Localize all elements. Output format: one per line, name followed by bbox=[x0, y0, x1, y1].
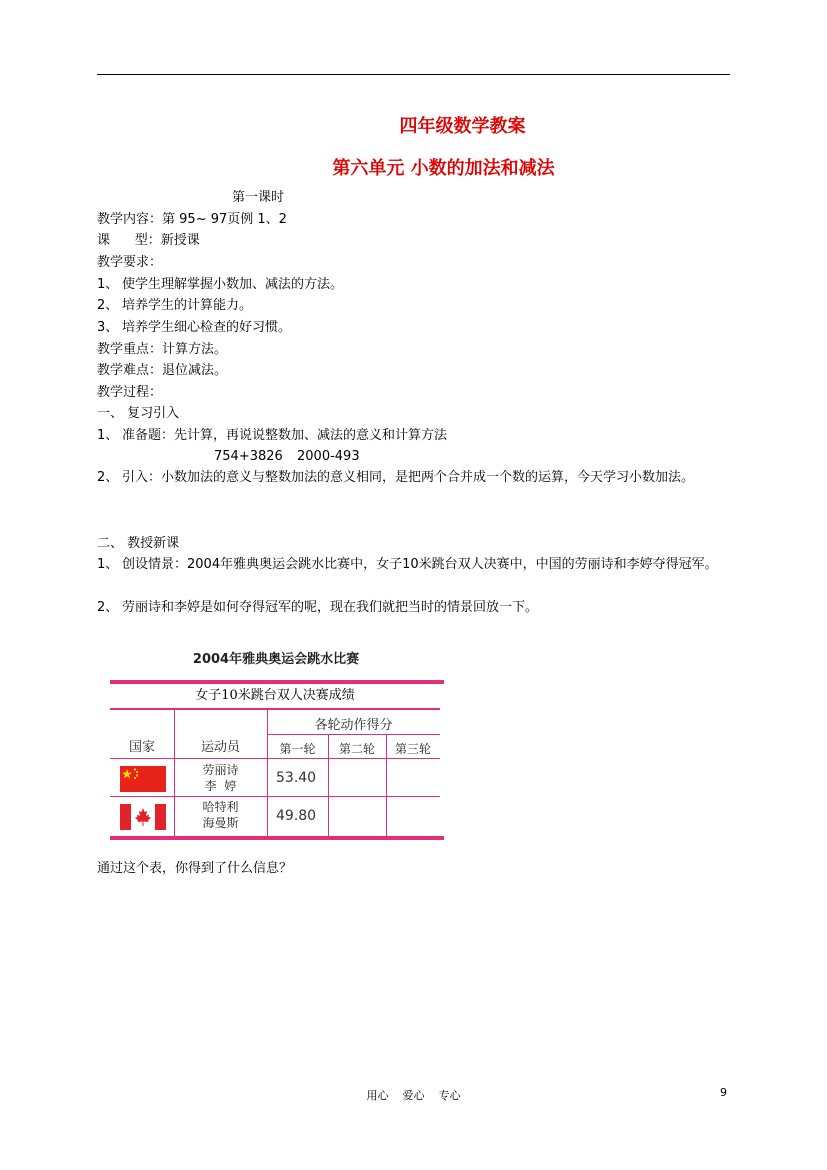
diving-results-figure bbox=[108, 640, 444, 845]
table-title: 女子10米跳台双人决赛成绩 bbox=[110, 684, 440, 710]
section-1-heading: 一、 复习引入 bbox=[97, 406, 180, 421]
intro-item: 2、 引入：小数加法的意义与整数加法的意义相同，是把两个合并成一个数的运算，今天学习小数加法。 bbox=[97, 470, 695, 485]
difficulty: 教学难点：退位减法。 bbox=[97, 363, 228, 378]
athlete-name: 李 婷 bbox=[204, 779, 237, 793]
header-country: 国家 bbox=[128, 740, 155, 755]
header-round-2: 第二轮 bbox=[338, 742, 375, 756]
table-divider bbox=[110, 758, 440, 759]
header-scores: 各轮动作得分 bbox=[314, 718, 393, 733]
requirement-2: 2、 培养学生的计算能力。 bbox=[97, 298, 253, 313]
canada-flag-icon bbox=[120, 804, 166, 830]
results-table bbox=[110, 680, 444, 840]
header-round-3: 第三轮 bbox=[394, 742, 431, 756]
lesson-period: 第一课时 bbox=[232, 190, 285, 205]
requirements-label: 教学要求： bbox=[97, 255, 163, 270]
unit-title: 第六单元 小数的加法和减法 bbox=[332, 158, 555, 179]
athlete-name: 哈特利 bbox=[202, 800, 239, 814]
prep-item: 1、 准备题：先计算，再说说整数加、减法的意义和计算方法 bbox=[97, 428, 448, 443]
footer-motto: 用心 爱心 专心 bbox=[366, 1089, 461, 1102]
figure-title: 2004年雅典奥运会跳水比赛 bbox=[192, 652, 360, 667]
score-value: 53.40 bbox=[276, 770, 317, 786]
question: 通过这个表，你得到了什么信息？ bbox=[97, 861, 293, 876]
scenario-item: 1、 创设情景：2004年雅典奥运会跳水比赛中，女子10米跳台双人决赛中，中国的劳丽诗和李婷夺得冠军。 bbox=[97, 557, 718, 572]
replay-item: 2、 劳丽诗和李婷是如何夺得冠军的呢，现在我们就把当时的情景回放一下。 bbox=[97, 600, 539, 615]
lesson-content: 教学内容：第 95~ 97页例 1、2 bbox=[97, 212, 287, 227]
key-point: 教学重点：计算方法。 bbox=[97, 342, 228, 357]
requirement-1: 1、 使学生理解掌握小数加、减法的方法。 bbox=[97, 277, 344, 292]
document-title: 四年级数学教案 bbox=[399, 116, 526, 137]
china-flag-icon bbox=[120, 766, 166, 792]
header-rule bbox=[97, 74, 730, 75]
calc-1: 754+3826 bbox=[214, 449, 283, 464]
athlete-name: 劳丽诗 bbox=[202, 763, 239, 777]
header-athlete: 运动员 bbox=[200, 740, 240, 755]
header-round-1: 第一轮 bbox=[279, 742, 316, 756]
page-number: 9 bbox=[720, 1086, 727, 1099]
calc-2: 2000-493 bbox=[297, 449, 360, 464]
athlete-name: 海曼斯 bbox=[202, 816, 239, 830]
lesson-type: 课 型：新授课 bbox=[97, 233, 200, 248]
score-value: 49.80 bbox=[276, 808, 317, 824]
table-divider bbox=[268, 734, 440, 735]
table-divider bbox=[110, 796, 440, 797]
requirement-3: 3、 培养学生细心检查的好习惯。 bbox=[97, 320, 292, 335]
process-label: 教学过程： bbox=[97, 385, 163, 400]
section-2-heading: 二、 教授新课 bbox=[97, 536, 180, 551]
